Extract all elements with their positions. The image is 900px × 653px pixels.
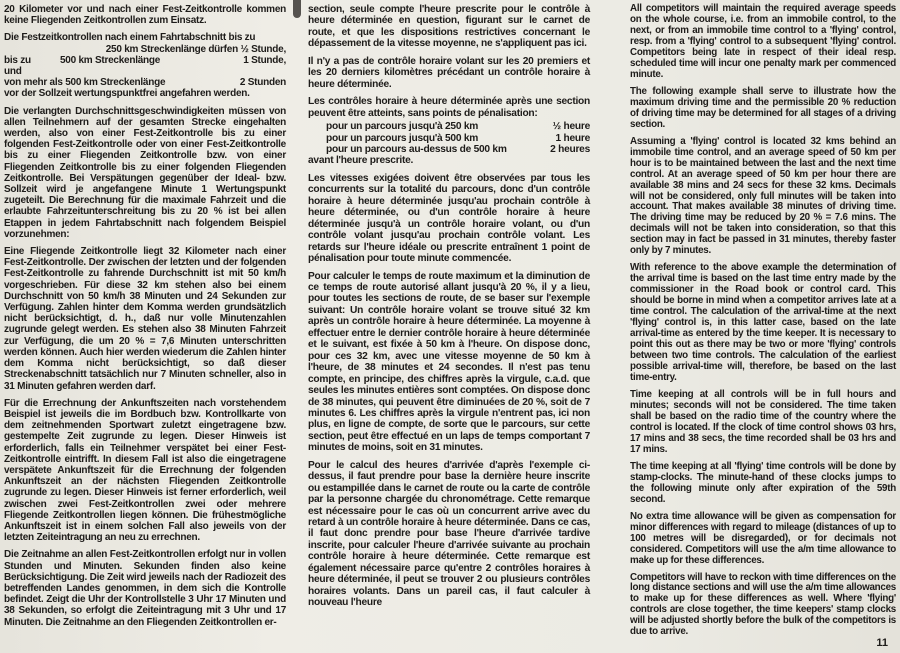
- table-row: [4, 77, 286, 88]
- paragraph: Competitors will have to reckon with time differences on the long distance sections and will use the a/m time allowances to make up for these differences as well. Where 'flying' controls are close together, the time keepers' stamp clocks will be adjusted shortly before the bulk of the competitors is due to arrive.: [630, 571, 896, 638]
- paragraph: Les vitesses exigées doivent être observées par tous les concurrents sur la totalité du parcours, donc d'un contrôle horaire à heure déterminée jusqu'au prochain contrôle à heure déterminée, ou d'un contrôle horaire à heure déterminée jusqu'à un contrôle horaire volant, ou d'un contrôle volant jusqu'au prochain contrôle volant. Les retards sur l'heure idéale ou prescrite entraînent 1 point de pénalisation pour toute minute commencée.: [308, 172, 590, 265]
- paragraph: All competitors will maintain the required average speeds on the whole course, i.e. from an immobile control, to the next, or from an immobile time control to a 'flying' control, resp. from a 'flying' control to a subsequent 'flying' control. Competitors being late in respect of their ideal resp. scheduled time will incur one penalty mark per commenced minute.: [630, 3, 896, 80]
- paragraph: Für die Errechnung der Ankunftszeiten nach vorstehendem Beispiel ist jeweils die im Bordbuch bzw. Kontrollkarte von dem zeitnehmenden Sportwart zuletzt eingetragene bzw. gestempelte Zeit zugrunde zu legen. Dieser Hinweis ist erforderlich, falls ein Teilnehmer verspätet bei einer Fest-Zeitkontrolle eintrifft. In diesem Fall ist also die eingetragene verspätete Ankunftszeit für die Errechnung der folgenden Ankunftszeit an der nächsten Fliegenden Zeitkontrolle zugrunde zu legen. Dieser Hinweis ist ferner erforderlich, weil zwischen zwei Fest-Zeitkontrollen zwei oder mehrere Fliegende Zeitkontrollen liegen können. Die frühestmögliche Ankunftszeit ist in einem solchen Fall also jeweils von der letzten Zeiteintragung an neu zu errechnen.: [4, 397, 286, 544]
- english-column: [630, 4, 896, 644]
- paragraph: 20 Kilometer vor und nach einer Fest-Zeitkontrolle kommen keine Fliegenden Zeitkontrollen zum Einsatz.: [4, 4, 286, 27]
- table-row: [308, 144, 590, 155]
- paragraph: Die verlangten Durchschnittsgeschwindigkeiten müssen von allen Teilnehmern auf der gesamten Strecke eingehalten werden, also von einer Fest-Zeitkontrolle bis zu einer folgenden Fest-Zeitkontrolle oder von einer Fest-Zeitkontrolle bis zu einer Fliegenden Zeitkontrolle bzw. von einer Fliegenden Zeitkontrolle bis zu einer folgenden Fliegenden Zeitkontrolle. Bei Verspätungen gegenüber der Ideal- bzw. Sollzeit wird je angefangene Minute 1 Wertungspunkt zugeteilt. Die Berechnung für die maximale Fahrzeit und die erlaubte Fahrzeitunterschreitung bis zu 20 % ist bei allen Etappen in jedem Fahrtabschnitt nach folgendem Beispiel vorzunehmen:: [4, 105, 286, 240]
- paragraph: Les contrôles horaire à heure déterminée après une section peuvent être atteints, sans points de pénalisation:: [308, 96, 590, 119]
- page-number: 11: [876, 637, 888, 649]
- paragraph: Il n'y a pas de contrôle horaire volant sur les 20 premiers et les 20 derniers kilomètres précédant un contrôle horaire à heure déterminée.: [308, 55, 590, 90]
- text: bis zu: [4, 54, 31, 66]
- table-row: [4, 55, 286, 66]
- text: von mehr als 500 km Streckenlänge: [4, 77, 166, 89]
- paragraph: [4, 32, 286, 43]
- paragraph: The time keeping at all 'flying' time controls will be done by stamp-clocks. The minute-hand of these clocks jumps to the following minute only after expiration of the 59th second.: [630, 460, 896, 505]
- text: pour un parcours au-dessus de 500 km: [326, 143, 507, 155]
- text: 1 Stunde,: [243, 54, 286, 66]
- table-row: [4, 66, 286, 77]
- text: 500 km Streckenlänge: [60, 54, 161, 66]
- paragraph: vor der Sollzeit wertungspunktfrei angefahren werden.: [4, 88, 250, 100]
- french-column: [308, 4, 590, 615]
- text: und: [4, 66, 22, 78]
- table-row: [308, 133, 590, 144]
- text: pour un parcours jusqu'à 500 km: [326, 132, 479, 144]
- text: 250 km Streckenlänge dürfen ½ Stunde,: [105, 43, 286, 55]
- paragraph: Eine Fliegende Zeitkontrolle liegt 32 Kilometer nach einer Fest-Zeitkontrolle. Der zwischen der letzten und der folgenden Fest-Zeitkontrolle zu fahrende Durchschnitt ist mit 50 km/h vorgeschrieben. Für diese 32 km stehen also bei einem Durchschnitt von 50 km/h 38 Minuten und 24 Sekunden zur Verfügung. Zahlen hinter dem Komma werden grundsätzlich nicht berücksichtigt, d. h., daß nur volle Minutenzahlen zugrunde gelegt werden. Es stehen also 38 Minuten Fahrzeit zur Verfügung, die um 20 % = 7,6 Minuten unterschritten werden können. Auch hier werden wiederum die Zahlen hinter dem Komma nicht berücksichtigt, so daß dieser Streckenabschnitt tatsächlich nur 7 Minuten schneller, also in 31 Minuten gefahren werden darf.: [4, 246, 286, 392]
- table-row: [308, 121, 590, 132]
- text: 2 Stunden: [239, 77, 286, 89]
- paragraph: Pour le calcul des heures d'arrivée d'après l'exemple ci-dessus, il faut prendre pour base la dernière heure inscrite ou estampillée dans le carnet de route ou la carte de contrôle par la personne chargée du chronométrage. Cette remarque est nécessaire pour le cas où un concurrent arrive avec du retard à un contrôle horaire à heure déterminée. Dans ce cas, il faut donc prendre pour base l'heure d'arrivée tardive inscrite, pour calculer l'heure d'arrivée suivante au prochain contrôle horaire à heure déterminée. Cette remarque est également nécessaire parce qu'entre 2 contrôles horaires à heure déterminée, il peut se trouver 2 ou plusieurs contrôles horaires volants. Dans un pareil cas, il faut calculer à nouveau l'heure: [308, 459, 590, 609]
- paragraph: section, seule compte l'heure prescrite pour le contrôle à heure déterminée en question, figurant sur le carnet de route, et que les dispositions restrictives concernant le dépassement de la vitesse moyenne, ne s'appliquent pas ici.: [308, 4, 590, 50]
- text: 1 heure: [555, 132, 590, 144]
- table-row: [4, 44, 286, 55]
- text: pour un parcours jusqu'à 250 km: [326, 121, 479, 133]
- text: Die Festzeitkontrollen nach einem Fahrtabschnitt bis zu: [4, 32, 256, 44]
- paragraph: The following example shall serve to illustrate how the maximum driving time and the permissible 20 % reduction of driving time may be determined for all stages of a driving section.: [630, 85, 896, 130]
- paragraph: Pour calculer le temps de route maximum et la diminution de ce temps de route autorisé allant jusqu'à 20 %, il y a lieu, pour toutes les sections de route, de se baser sur l'exemple suivant: Un contrôle horaire volant se trouve situé 32 km après un contrôle horaire à heure déterminée. La moyenne à effectuer entre le dernier contrôle horaire à heure déterminée et le suivant, est fixée à 50 km à l'heure. On dispose donc, pour ces 32 km, avec une vitesse moyenne de 50 km à l'heure, de 38 minutes et 24 secondes. Il n'est pas tenu compte, en principe, des chiffres après la virgule, c.a.d. que seules les minutes entières sont comptées. On dispose donc de 38 minutes, qui peuvent être diminuées de 20 %, soit de 7 minutes 6. Les chiffres après la virgule n'entrent pas, ici non plus, en ligne de compte, de sorte que le parcours, sur cette section, peut être effectué en un laps de temps comportant 7 minutes de moins, soit en 31 minutes.: [308, 270, 590, 454]
- text: 2 heures: [550, 143, 590, 155]
- german-column: [4, 4, 286, 634]
- binding-mark: [293, 0, 301, 18]
- paragraph: Assuming a 'flying' control is located 32 kms behind an immobile time control, and an average speed of 50 km per hour is to be maintained between the last and the next time control. At an average speed of 50 km per hour there are available 38 mins and 24 secs for these 32 kms. Decimals will not be considered, only full minutes will be taken into account. That makes available 38 minutes of driving time. The driving time may be reduced by 20 % = 7.6 mins. The decimals will not be taken into consideration, so that this section may in fact be passed in 31 minutes, thereby faster only by 7 minutes.: [630, 135, 896, 257]
- text: ½ heure: [552, 121, 590, 133]
- paragraph: avant l'heure prescrite.: [308, 155, 414, 167]
- paragraph: Die Zeitnahme an allen Fest-Zeitkontrollen erfolgt nur in vollen Stunden und Minuten. Sekunden finden also keine Berücksichtigung. Die Zeit wird jeweils nach der Radiozeit des betreffenden Landes genommen, in dem sich die Kontrolle befindet. Zeigt die Uhr der Kontrollstelle 3 Uhr 17 Minuten und 38 Sekunden, so erfolgt die Zeiteintragung mit 3 Uhr und 17 Minuten. Die Zeitnahme an den Fliegenden Zeitkontrollen er-: [4, 549, 286, 628]
- paragraph: Time keeping at all controls will be in full hours and minutes; seconds will not be considered. The time taken shall be based on the radio time of the country where the control is located. If the clock of time control shows 03 hrs, 17 mins and 38 secs, the time recorded shall be 03 hrs and 17 mins.: [630, 388, 896, 455]
- paragraph: With reference to the above example the determination of the arrival time is based on the last time entry made by the commissioner in the Road book or control card. This should be borne in mind when a competitor arrives late at a time control. The calculation of the arrival-time at the next 'flying' control is, in this latter case, based on the late arrival-time as entered by the time keeper. It is necessary to point this out as there may be two or more 'flying' controls between two time controls. The calculation of the earliest possible arrival-time will, therefore, be based on the last time-entry.: [630, 262, 896, 383]
- paragraph: No extra time allowance will be given as compensation for minor differences with regard to mileage (distances of up to 100 metres will be disregarded), or for decimals not considered. Competitors will use the a/m time allowance to make up for these differences.: [630, 510, 896, 566]
